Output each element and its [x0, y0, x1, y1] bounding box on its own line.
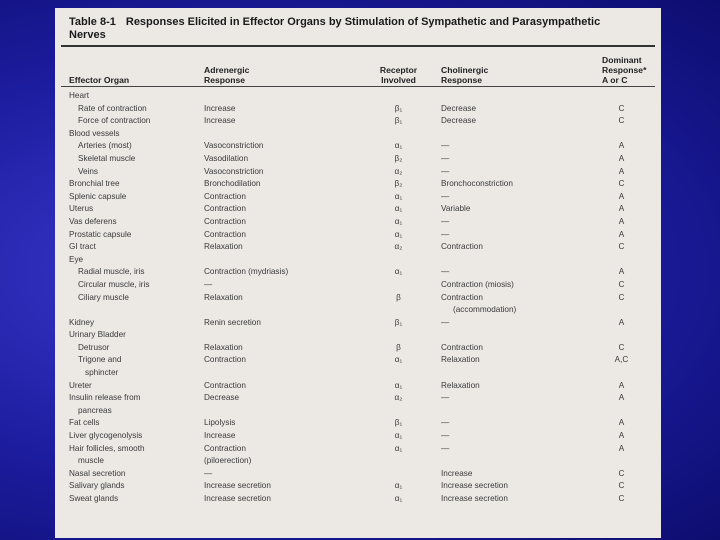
receptor-cell: [356, 90, 441, 103]
cholinergic-response-cell: —: [441, 229, 450, 239]
adrenergic-response-cell: Relaxation: [204, 242, 243, 252]
adrenergic-response-cell: [204, 329, 356, 342]
cholinergic-response-cell: Contraction: [441, 242, 483, 252]
dominant-response-cell: A: [618, 229, 625, 239]
effector-organ-cell: sphincter: [85, 368, 119, 378]
effector-organ-cell: Insulin release from: [69, 393, 141, 403]
dominant-response-cell: C: [618, 342, 625, 352]
effector-organ-cell: Prostatic capsule: [69, 229, 132, 239]
dominant-response-cell: A: [618, 216, 625, 226]
adrenergic-response-cell: Increase secretion: [204, 494, 271, 503]
receptor-cell: α₁: [394, 216, 403, 226]
dominant-response-cell: A: [618, 267, 625, 277]
table-caption: Responses Elicited in Effector Organs by Stimulation of Sympathetic and Parasympathetic Nerves: [69, 16, 601, 41]
receptor-cell: α₁: [394, 431, 403, 441]
dominant-response-cell: A: [618, 141, 625, 151]
effector-organ-cell: Skeletal muscle: [78, 153, 136, 163]
adrenergic-response-cell: Lipolysis: [204, 418, 236, 428]
cholinergic-response-cell: [441, 329, 588, 342]
effector-organ-cell: Hair follicles, smooth: [69, 443, 145, 453]
adrenergic-response-cell: Increase: [204, 103, 236, 113]
table-row: [69, 493, 655, 506]
receptor-cell: α₁: [394, 443, 403, 453]
receptor-cell: α₁: [394, 191, 403, 201]
cholinergic-response-cell: —: [441, 191, 450, 201]
table-page: [55, 8, 661, 538]
effector-organ-cell: Bronchial tree: [69, 179, 120, 189]
receptor-cell: [356, 468, 441, 481]
table-row: [69, 292, 655, 305]
receptor-cell: β₂: [394, 179, 403, 189]
cholinergic-response-cell: Increase: [441, 468, 473, 478]
adrenergic-response-cell: [204, 367, 356, 380]
receptor-cell: [356, 367, 441, 380]
dominant-response-cell: [588, 254, 655, 267]
cholinergic-response-cell: [441, 455, 588, 468]
table-row: [69, 279, 655, 292]
header-dominant-response: Dominant Response* A or C: [602, 55, 647, 85]
dominant-response-cell: A: [618, 166, 625, 176]
table-row: [69, 254, 655, 267]
table-row: [69, 354, 655, 367]
effector-organ-cell: Sweat glands: [69, 494, 119, 503]
table-title: [69, 16, 629, 42]
adrenergic-response-cell: Contraction: [204, 229, 246, 239]
header-cholinergic-response: Cholinergic Response: [441, 65, 489, 85]
dominant-response-cell: C: [618, 481, 625, 491]
table-row: [69, 178, 655, 191]
table-row: [69, 103, 655, 116]
receptor-cell: α₁: [394, 229, 403, 239]
dominant-response-cell: C: [618, 103, 625, 113]
cholinergic-response-cell: Contraction (miosis): [441, 279, 514, 289]
cholinergic-response-cell: —: [441, 443, 450, 453]
adrenergic-response-cell: [204, 304, 356, 317]
receptor-cell: [356, 254, 441, 267]
effector-organ-cell: Force of contraction: [78, 116, 151, 126]
cholinergic-response-cell: —: [441, 216, 450, 226]
adrenergic-response-cell: Increase: [204, 116, 236, 126]
header-effector-organ: Effector Organ: [69, 75, 130, 85]
effector-organ-cell: Ureter: [69, 380, 92, 390]
adrenergic-response-cell: [204, 405, 356, 418]
receptor-cell: α₁: [394, 267, 403, 277]
adrenergic-response-cell: Vasoconstriction: [204, 141, 264, 151]
cholinergic-response-cell: Decrease: [441, 103, 477, 113]
title-rule: [61, 45, 655, 47]
receptor-cell: α₂: [394, 166, 403, 176]
dominant-response-cell: [588, 367, 655, 380]
effector-organ-cell: Veins: [78, 166, 99, 176]
table-row: [69, 443, 655, 456]
dominant-response-cell: A: [618, 317, 625, 327]
table-row: [69, 405, 655, 418]
cholinergic-response-cell: Bronchoconstriction: [441, 179, 513, 189]
dominant-response-cell: [588, 405, 655, 418]
cholinergic-response-cell: Increase secretion: [441, 494, 508, 503]
effector-organ-cell: Vas deferens: [69, 216, 117, 226]
cholinergic-response-cell: Relaxation: [441, 355, 480, 365]
adrenergic-response-cell: Decrease: [204, 393, 240, 403]
cholinergic-response-cell: [441, 128, 588, 141]
effector-organ-cell: Salivary glands: [69, 481, 125, 491]
effector-organ-cell: Ciliary muscle: [78, 292, 129, 302]
table-row: [69, 241, 655, 254]
cholinergic-response-cell: Contraction: [441, 342, 483, 352]
adrenergic-response-cell: Relaxation: [204, 292, 243, 302]
cholinergic-response-cell: —: [441, 166, 450, 176]
table-row: [69, 128, 655, 141]
receptor-cell: [356, 128, 441, 141]
response-table: [69, 90, 655, 506]
receptor-cell: α₁: [394, 380, 403, 390]
header-adrenergic-response: Adrenergic Response: [204, 65, 250, 85]
header-receptor-involved: Receptor Involved: [379, 65, 418, 85]
dominant-response-cell: [588, 304, 655, 317]
dominant-response-cell: [588, 329, 655, 342]
adrenergic-response-cell: [204, 90, 356, 103]
adrenergic-response-cell: Increase secretion: [204, 481, 271, 491]
cholinergic-response-cell: —: [441, 317, 450, 327]
table-row: [69, 480, 655, 493]
table-row: [69, 191, 655, 204]
adrenergic-response-cell: Contraction: [204, 355, 246, 365]
dominant-response-cell: A: [618, 418, 625, 428]
table-row: [69, 266, 655, 279]
effector-organ-cell: [69, 304, 204, 317]
table-body: [69, 90, 655, 506]
table-row: [69, 304, 655, 317]
table-row: [69, 229, 655, 242]
receptor-cell: [356, 405, 441, 418]
table-row: [69, 455, 655, 468]
dominant-response-cell: C: [618, 494, 625, 503]
effector-organ-cell: Arteries (most): [78, 141, 132, 151]
dominant-response-cell: A: [618, 431, 625, 441]
cholinergic-response-cell: —: [441, 418, 450, 428]
header-rule: [61, 86, 655, 87]
cholinergic-response-cell: [441, 90, 588, 103]
effector-organ-cell: Nasal secretion: [69, 468, 126, 478]
cholinergic-response-cell: Increase secretion: [441, 481, 508, 491]
table-number: Table 8-1: [69, 16, 116, 28]
effector-organ-cell: pancreas: [78, 405, 112, 415]
effector-organ-cell: Urinary Bladder: [69, 330, 126, 340]
adrenergic-response-cell: Contraction: [204, 204, 246, 214]
table-row: [69, 468, 655, 481]
cholinergic-response-cell: (accommodation): [453, 305, 517, 315]
receptor-cell: [356, 455, 441, 468]
receptor-cell: α₁: [394, 481, 403, 491]
table-row: [69, 115, 655, 128]
adrenergic-response-cell: Relaxation: [204, 342, 243, 352]
table-row: [69, 153, 655, 166]
table-row: [69, 216, 655, 229]
effector-organ-cell: muscle: [78, 456, 104, 466]
adrenergic-response-cell: [204, 128, 356, 141]
receptor-cell: [356, 329, 441, 342]
adrenergic-response-cell: Contraction: [204, 191, 246, 201]
cholinergic-response-cell: Contraction: [441, 292, 483, 302]
adrenergic-response-cell: Increase: [204, 431, 236, 441]
effector-organ-cell: Uterus: [69, 204, 94, 214]
dominant-response-cell: [588, 128, 655, 141]
effector-organ-cell: Circular muscle, iris: [78, 279, 150, 289]
receptor-cell: β₁: [394, 116, 403, 126]
effector-organ-cell: Detrusor: [78, 342, 110, 352]
effector-organ-cell: Heart: [69, 91, 90, 100]
cholinergic-response-cell: [441, 367, 588, 380]
effector-organ-cell: GI tract: [69, 242, 96, 252]
table-row: [69, 90, 655, 103]
receptor-cell: [356, 304, 441, 317]
dominant-response-cell: A: [618, 204, 625, 214]
effector-organ-cell: Kidney: [69, 317, 95, 327]
effector-organ-cell: Trigone and: [78, 355, 122, 365]
adrenergic-response-cell: [204, 254, 356, 267]
effector-organ-cell: Rate of contraction: [78, 103, 147, 113]
dominant-response-cell: C: [618, 292, 625, 302]
adrenergic-response-cell: —: [204, 279, 213, 289]
table-row: [69, 166, 655, 179]
dominant-response-cell: C: [618, 242, 625, 252]
dominant-response-cell: A: [618, 153, 625, 163]
table-row: [69, 380, 655, 393]
table-row: [69, 417, 655, 430]
cholinergic-response-cell: —: [441, 153, 450, 163]
table-row: [69, 203, 655, 216]
receptor-cell: α₁: [394, 355, 403, 365]
receptor-cell: [356, 279, 441, 292]
cholinergic-response-cell: Decrease: [441, 116, 477, 126]
receptor-cell: α₂: [394, 393, 403, 403]
dominant-response-cell: A: [618, 380, 625, 390]
cholinergic-response-cell: —: [441, 141, 450, 151]
cholinergic-response-cell: —: [441, 267, 450, 277]
receptor-cell: β: [396, 292, 401, 302]
adrenergic-response-cell: Contraction (mydriasis): [204, 267, 289, 277]
dominant-response-cell: C: [618, 116, 625, 126]
dominant-response-cell: C: [618, 279, 625, 289]
dominant-response-cell: A: [618, 191, 625, 201]
adrenergic-response-cell: Contraction: [204, 380, 246, 390]
cholinergic-response-cell: Relaxation: [441, 380, 480, 390]
adrenergic-response-cell: (piloerection): [204, 456, 252, 466]
cholinergic-response-cell: [441, 405, 588, 418]
adrenergic-response-cell: Bronchodilation: [204, 179, 261, 189]
cholinergic-response-cell: Variable: [441, 204, 471, 214]
receptor-cell: α₁: [394, 204, 403, 214]
table-row: [69, 140, 655, 153]
receptor-cell: β: [396, 342, 401, 352]
effector-organ-cell: Fat cells: [69, 418, 100, 428]
receptor-cell: β₁: [394, 317, 403, 327]
receptor-cell: α₁: [394, 494, 403, 503]
effector-organ-cell: Splenic capsule: [69, 191, 127, 201]
cholinergic-response-cell: —: [441, 393, 450, 403]
dominant-response-cell: C: [618, 179, 625, 189]
table-row: [69, 342, 655, 355]
receptor-cell: α₂: [394, 242, 403, 252]
effector-organ-cell: Blood vessels: [69, 128, 120, 138]
adrenergic-response-cell: Vasoconstriction: [204, 166, 264, 176]
effector-organ-cell: Liver glycogenolysis: [69, 431, 143, 441]
table-row: [69, 430, 655, 443]
adrenergic-response-cell: Contraction: [204, 216, 246, 226]
dominant-response-cell: [588, 455, 655, 468]
dominant-response-cell: A: [618, 393, 625, 403]
receptor-cell: α₁: [394, 141, 403, 151]
effector-organ-cell: Radial muscle, iris: [78, 267, 145, 277]
column-headers: [69, 49, 655, 85]
cholinergic-response-cell: [441, 254, 588, 267]
adrenergic-response-cell: Vasodilation: [204, 153, 248, 163]
adrenergic-response-cell: Contraction: [204, 443, 246, 453]
effector-organ-cell: Eye: [69, 254, 84, 264]
receptor-cell: β₁: [394, 418, 403, 428]
dominant-response-cell: A,C: [614, 355, 629, 365]
receptor-cell: β₁: [394, 103, 403, 113]
adrenergic-response-cell: Renin secretion: [204, 317, 261, 327]
adrenergic-response-cell: —: [204, 468, 213, 478]
table-row: [69, 367, 655, 380]
dominant-response-cell: A: [618, 443, 625, 453]
table-row: [69, 329, 655, 342]
table-row: [69, 317, 655, 330]
receptor-cell: β₂: [394, 153, 403, 163]
dominant-response-cell: [588, 90, 655, 103]
cholinergic-response-cell: —: [441, 431, 450, 441]
table-row: [69, 392, 655, 405]
dominant-response-cell: C: [618, 468, 625, 478]
